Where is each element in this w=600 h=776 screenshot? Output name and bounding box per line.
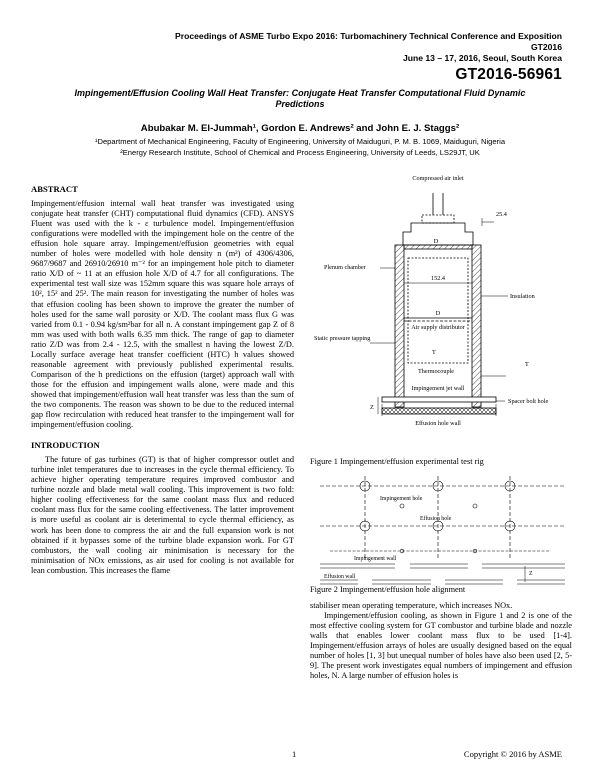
fig1-plenum-label: Plenum chamber — [324, 264, 366, 271]
fig1-distributor-label: Air supply distributor — [411, 324, 465, 331]
conference-date-location: June 13 – 17, 2016, Seoul, South Korea — [402, 53, 562, 63]
fig1-dim-small: 25.4 — [496, 211, 507, 218]
page-number: 1 — [292, 749, 297, 759]
fig1-d-mid: D — [435, 310, 441, 317]
fig2-effusion-wall-label: Effusion wall — [324, 574, 356, 580]
fig1-spacer-label: Spacer bolt hole — [508, 398, 549, 405]
affiliation-2: ²Energy Research Institute, School of Chemical and Process Engineering, University of Leeds, LS29JT, UK — [120, 148, 480, 157]
fig2-impingement-wall-label: Impingement wall — [354, 556, 397, 562]
introduction-text: The future of gas turbines (GT) is that of higher compressor outlet and turbine inlet temperatures due to increases in the cycle thermal efficiency. To achieve higher operating temperature requires improved combustor and turbine nozzle and blade metal wall cooling. This improvement is two fold: higher cooling effectiveness for the same coolant mass flux and reduced coolant mass flux for the same cooling effectiveness. The latter improvement is more useful as coolant air is deterimental to cycle thermal efficiency, as work has been done to compress the air and the full expansion work is not obtained if it bypasses some of the turbine blade expansion work. For GT combustors, the wall cooling air minimisation is necessary for the minimisation of NOx emissions, as air used for cooling is not available for lean combustion. This increases the flame — [31, 455, 294, 575]
figure-2-hole-alignment-diagram — [310, 476, 572, 598]
author-list: Abubakar M. El-Jummah¹, Gordon E. Andrews² and John E. J. Staggs² — [140, 123, 460, 134]
fig2-impingement-hole-label: Impingement hole — [380, 496, 423, 502]
abstract-text: Impingement/effusion internal wall heat transfer was investigated using conjugate heat transfer (CHT) computational fluid dynamics (CFD). ANSYS Fluent was used with the k - ε turbulence model. Impingement/effusion configurations were modelled with the impingement hole on the centre of the effusion hole square array. Impingement/effusion geometries with equal number of holes were modelled with hole density n (m²) of 4306/4306, 9687/9687 and 26910/26910 m⁻² for an impingement hole pitch to diameter ratio X/D of ~ 11 at an effusion hole X/D of 4.7 for all configurations. The experimental test wall size was 152mm square this was square hole arrays of 10², 15² and 25². The main reason for investigating the number of holes was that effusion cooling has been shown to improve the greater the number of holes used for the same wall porosity or X/D. The coolant mass flux G was varied from 0.1 - 0.94 kg/sm²bar for all n. A constant impingement gap Z of 8 mm was used with both walls 6.35 mm thick. The range of gap to diameter ratio Z/D was from 2.4 - 12.5, with the smallest n having the lowest Z/D. Locally surface average heat transfer coefficient (HTC) h values showed reasonable agreement with previously published experimental results. Comparison of the h predictions on the effusion (target) approach wall with those for the effusion and impingement walls alone, were made and this showed that impingement/effusion wall heat transfer was less than the sum of the two components. The reason was shown to be due to the reduced internal gap flow recirculation with reduced heat transfer to the impingement wall for impingement/effusion cooling. — [31, 199, 294, 430]
fig1-effusion-wall-label: Effusion hole wall — [415, 420, 461, 427]
fig1-inlet-label: Compressed air inlet — [412, 175, 464, 182]
paper-number: GT2016-56961 — [455, 66, 562, 83]
paper-title: Impingement/Effusion Cooling Wall Heat Transfer: Conjugate Heat Transfer Computational Fluid Dynamic Predictions — [74, 88, 526, 109]
fig2-z-label: Z — [529, 571, 533, 577]
fig1-jet-wall-label: Impingement jet wall — [411, 385, 465, 392]
copyright-notice: Copyright © 2016 by ASME — [463, 749, 562, 759]
left-column — [31, 184, 294, 576]
conference-code: GT2016 — [530, 42, 562, 52]
right-column-paragraph-1: stabiliser mean operating temperature, which increases NOx. — [310, 601, 513, 610]
fig1-thermocouple-label: Thermocouple — [417, 368, 455, 375]
right-column-paragraph-2: Impingement/effusion cooling, as shown in Figure 1 and 2 is one of the most effective cooling system for GT combustor and turbine blade and nozzle walls that enables lower coolant mass flux to be used [1-4]. Impingement/effusion arrays of holes are usually designed based on the equal number of holes [1, 3] but unequal number of holes have also been used [2, 5-9]. The present work investigates equal numbers of impingement and effusion holes, N. A large number of effusion holes is — [310, 611, 572, 681]
fig1-static-label: Static pressure tapping — [314, 335, 371, 342]
fig1-insulation-label: Insulation — [510, 293, 535, 300]
fig1-dim-width: 152.4 — [431, 275, 445, 282]
proceedings-title: Proceedings of ASME Turbo Expo 2016: Turbomachinery Technical Conference and Exposition — [175, 31, 562, 41]
fig1-t-right: T — [525, 361, 529, 368]
fig1-d-top: D — [433, 238, 439, 245]
abstract-heading: ABSTRACT — [31, 184, 78, 194]
fig1-z-label: Z — [370, 404, 374, 411]
figure-1-test-rig-diagram — [310, 168, 572, 436]
fig1-t-left: T — [432, 349, 436, 356]
right-column — [310, 601, 572, 681]
fig2-effusion-hole-label: Effusion hole — [420, 516, 452, 522]
affiliation-1: ¹Department of Mechanical Engineering, Faculty of Engineering, University of Maiduguri, P. M. B. 1069, Maiduguri, Nigeria — [94, 137, 506, 146]
figure-2-caption: Figure 2 Impingement/effusion hole alignment — [310, 585, 466, 594]
introduction-heading: INTRODUCTION — [31, 440, 100, 451]
figure-1-caption: Figure 1 Impingement/effusion experimental test rig — [310, 457, 484, 466]
